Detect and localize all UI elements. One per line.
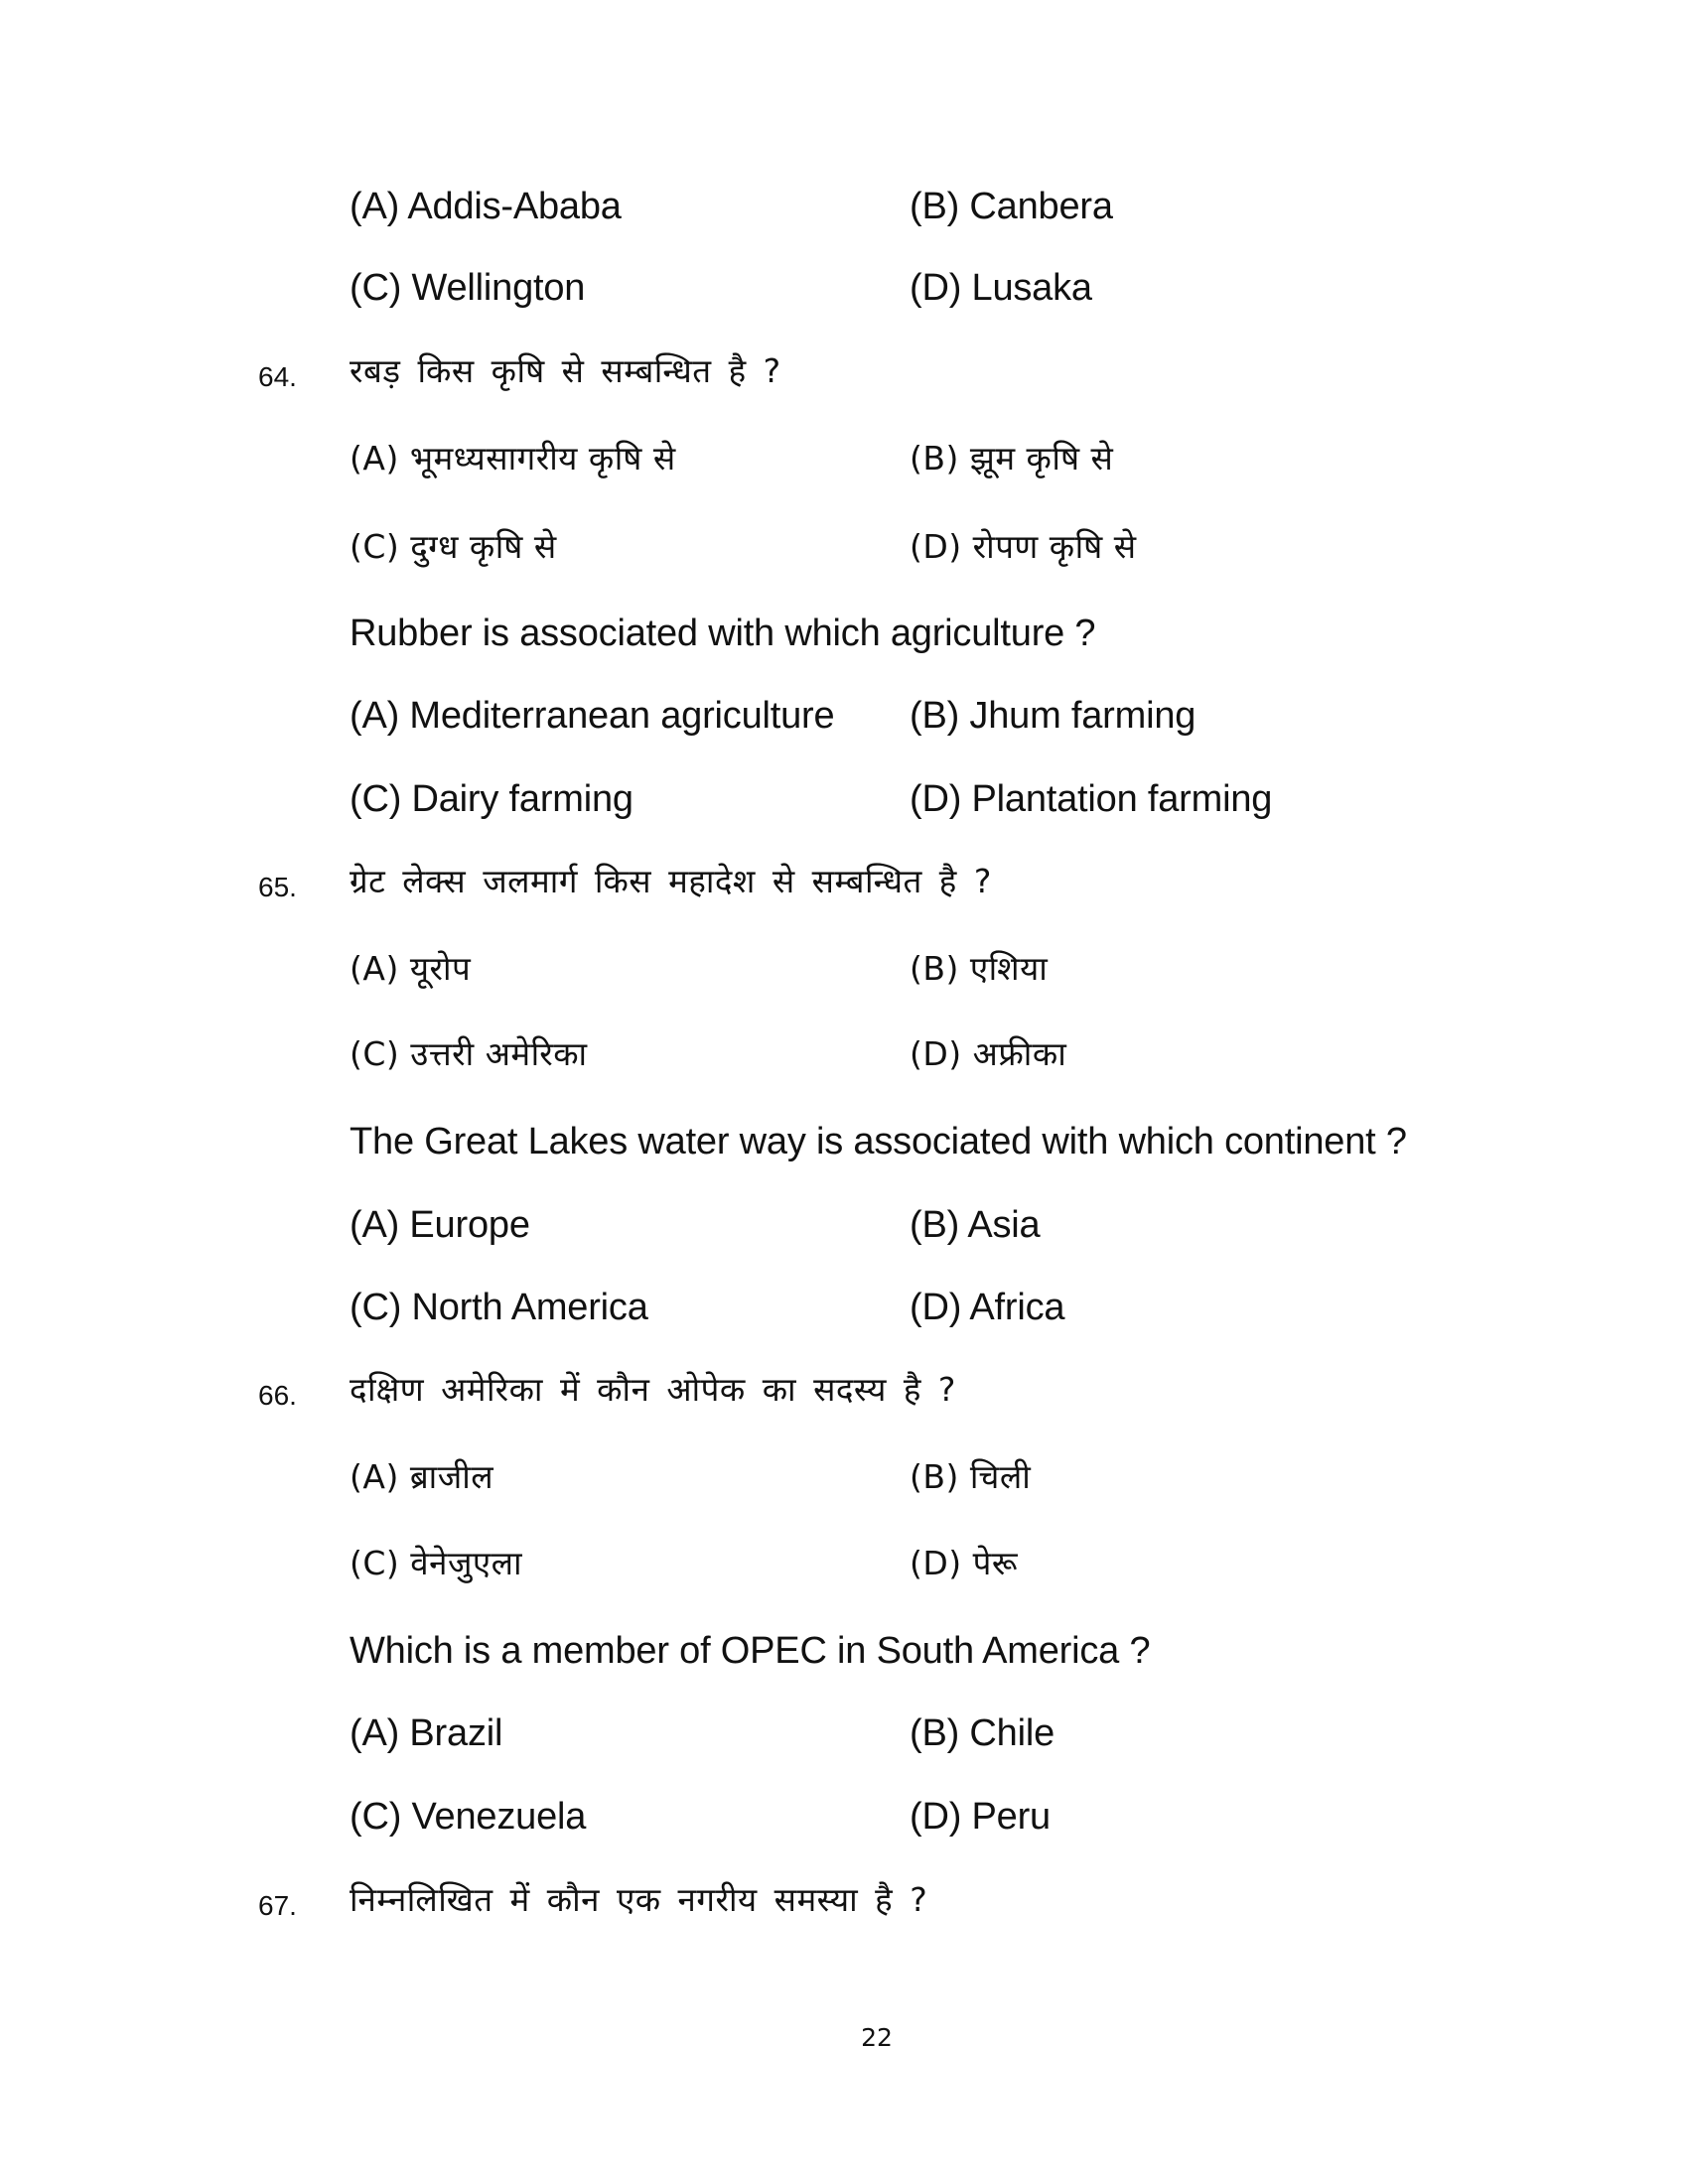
question-number: 67. xyxy=(258,1890,297,1921)
option-a: (A) Brazil xyxy=(350,1712,503,1754)
question-text-english: The Great Lakes water way is associated with which continent ? xyxy=(350,1121,1407,1162)
option-b: (B) Canbera xyxy=(910,186,1113,227)
question-number: 64. xyxy=(258,361,297,392)
option-d: (D) Africa xyxy=(910,1287,1065,1328)
option-d-hindi: (D) पेरू xyxy=(910,1544,1019,1582)
question-text-hindi: निम्नलिखित में कौन एक नगरीय समस्या है ? xyxy=(350,1880,928,1919)
option-c-hindi: (C) उत्तरी अमेरिका xyxy=(350,1034,588,1073)
option-b-hindi: (B) झूम कृषि से xyxy=(910,439,1114,478)
page-number: 22 xyxy=(861,2023,893,2052)
question-text-hindi: ग्रेट लेक्स जलमार्ग किस महादेश से सम्बन्धित है ? xyxy=(350,862,992,900)
option-b: (B) Asia xyxy=(910,1204,1041,1246)
option-a-hindi: (A) यूरोप xyxy=(350,949,472,988)
option-a: (A) Mediterranean agriculture xyxy=(350,695,835,737)
question-number: 65. xyxy=(258,872,297,902)
question-number: 66. xyxy=(258,1380,297,1411)
option-b: (B) Chile xyxy=(910,1712,1055,1754)
option-d: (D) Plantation farming xyxy=(910,778,1273,820)
option-b: (B) Jhum farming xyxy=(910,695,1196,737)
option-c: (C) Wellington xyxy=(350,267,586,309)
question-text-english: Rubber is associated with which agriculture ? xyxy=(350,613,1096,654)
option-d: (D) Peru xyxy=(910,1796,1051,1838)
option-d-hindi: (D) अफ्रीका xyxy=(910,1034,1067,1073)
option-d-hindi: (D) रोपण कृषि से xyxy=(910,527,1137,566)
option-a-hindi: (A) भूमध्यसागरीय कृषि से xyxy=(350,439,676,478)
option-c: (C) North America xyxy=(350,1287,648,1328)
question-text-hindi: दक्षिण अमेरिका में कौन ओपेक का सदस्य है ? xyxy=(350,1370,956,1409)
question-text-hindi: रबड़ किस कृषि से सम्बन्धित है ? xyxy=(350,351,781,390)
option-a: (A) Europe xyxy=(350,1204,530,1246)
option-c: (C) Venezuela xyxy=(350,1796,587,1838)
option-a-hindi: (A) ब्राजील xyxy=(350,1457,494,1496)
question-text-english: Which is a member of OPEC in South America ? xyxy=(350,1630,1151,1672)
option-b-hindi: (B) चिली xyxy=(910,1457,1032,1496)
option-c-hindi: (C) वेनेजुएला xyxy=(350,1544,523,1582)
option-c-hindi: (C) दुग्ध कृषि से xyxy=(350,527,557,566)
option-b-hindi: (B) एशिया xyxy=(910,949,1049,988)
option-d: (D) Lusaka xyxy=(910,267,1092,309)
option-a: (A) Addis-Ababa xyxy=(350,186,622,227)
option-c: (C) Dairy farming xyxy=(350,778,633,820)
